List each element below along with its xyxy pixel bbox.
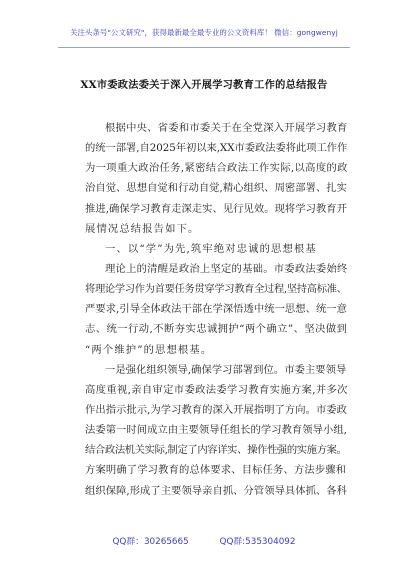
body-line: “两个维护”的思想根基。 [85, 343, 213, 356]
body-line: 组织保障,形成了主要领导亲自抓、分管领导具体抓、各科 [85, 484, 347, 497]
body-line: 将理论学习作为首要任务贯穿学习教育全过程,坚持高标准、 [85, 283, 347, 296]
document-body [85, 118, 348, 501]
document-title: XX市委政法委关于深入开展学习教育工作的总结报告 [80, 79, 328, 91]
body-line: 的统一部署,自2025年初以来,XX市委政法委将此项工作作 [85, 142, 348, 155]
header-banner: 关注头条号"公文研究"，获得最新最全最专业的公文资料库！ 微信：gongwenyj [70, 28, 338, 37]
body-line: 方案明确了学习教育的总体要求、目标任务、方法步骤和 [85, 464, 347, 477]
footer-qq-group-1: QQ群：30265665 [112, 537, 189, 547]
body-line: 为一项重大政治任务,紧密结合政法工作实际,以高度的政 [85, 162, 348, 175]
body-line: 推进,确保学习教育走深走实、见行见效。现将学习教育开 [85, 202, 347, 215]
body-line: 展情况总结报告如下。 [85, 222, 200, 235]
body-line: 理论上的清醒是政治上坚定的基础。市委政法委始终 [105, 262, 348, 275]
body-line: 结合政法机关实际,制定了内容详实、操作性强的实施方案。 [85, 444, 347, 457]
body-line: 严要求,引导全体政法干部在学深悟透中统一思想、统一意 [85, 303, 347, 316]
footer [0, 534, 408, 547]
body-line: 一是强化组织领导,确保学习部署到位。市委主要领导 [105, 363, 347, 376]
header-divider [58, 47, 350, 48]
body-line: 作出指示批示,为学习教育的深入开展指明了方向。市委政 [85, 403, 347, 416]
section-heading: 一、以“学”为先,筑牢绝对忠诚的思想根基 [105, 242, 317, 255]
body-line: 法委第一时间成立由主要领导任组长的学习教育领导小组, [85, 424, 347, 437]
body-line: 根据中央、省委和市委关于在全党深入开展学习教育 [105, 122, 348, 134]
body-line: 高度重视,亲自审定市委政法委学习教育实施方案,并多次 [85, 383, 348, 396]
footer-qq-group-2: QQ群:535304092 [219, 537, 296, 547]
body-line: 志、统一行动,不断夯实忠诚拥护“两个确立”、坚决做到 [85, 323, 348, 336]
body-line: 治自觉、思想自觉和行动自觉,精心组织、周密部署、扎实 [85, 182, 347, 195]
